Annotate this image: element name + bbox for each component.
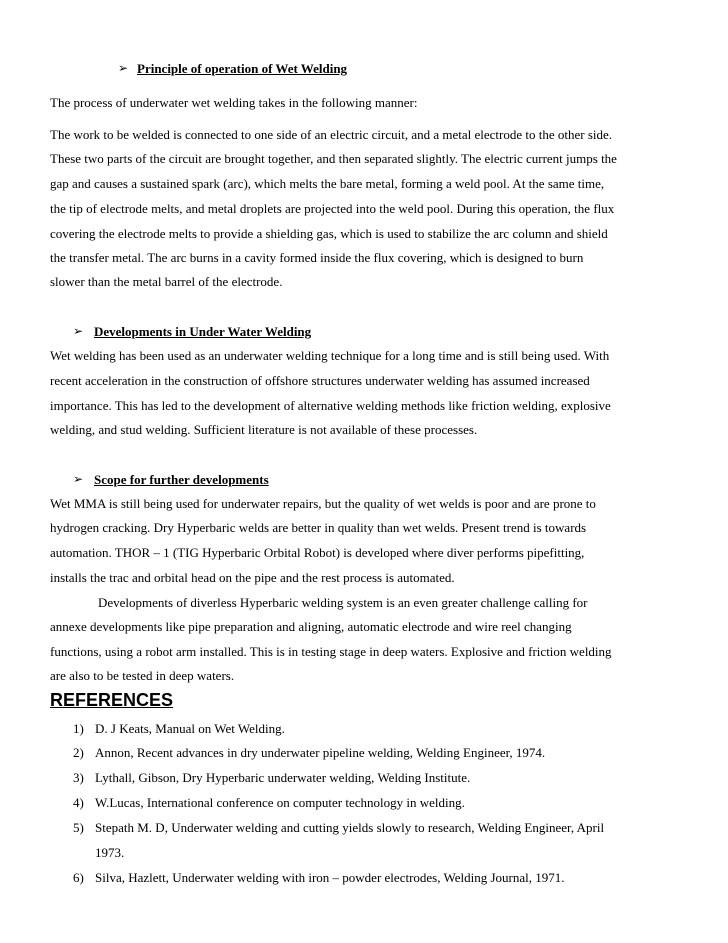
list-item-text: W.Lucas, International conference on computer technology in welding. xyxy=(95,795,465,810)
paragraph-line: Developments of diverless Hyperbaric welding system is an even greater challenge calling for xyxy=(98,595,588,610)
list-item xyxy=(0,820,728,838)
list-item xyxy=(0,795,728,813)
paragraph-line: are also to be tested in deep waters. xyxy=(50,668,235,683)
paragraph-line: These two parts of the circuit are brought together, and then separated slightly. The electric current jumps the xyxy=(50,151,617,166)
list-item-text: Silva, Hazlett, Underwater welding with iron – powder electrodes, Welding Journal, 1971. xyxy=(95,870,565,885)
section-heading-principle: Principle of operation of Wet Welding xyxy=(137,61,348,76)
list-item-number: 5) xyxy=(73,820,84,835)
bullet-arrow-icon: ➢ xyxy=(73,324,84,338)
paragraph-line: Wet MMA is still being used for underwater repairs, but the quality of wet welds is poor and are prone to xyxy=(50,496,596,511)
paragraph-line: recent acceleration in the construction of offshore structures underwater welding has assumed increased xyxy=(50,373,590,388)
paragraph-line: welding, and stud welding. Sufficient literature is not available of these processes. xyxy=(50,422,478,437)
list-item-text: Annon, Recent advances in dry underwater pipeline welding, Welding Engineer, 1974. xyxy=(95,745,546,760)
list-item-number: 6) xyxy=(73,870,84,885)
bullet-arrow-icon: ➢ xyxy=(73,472,84,486)
paragraph-line: hydrogen cracking. Dry Hyperbaric welds are better in quality than wet welds. Present trend is towards xyxy=(50,520,587,535)
paragraph-line: the tip of electrode melts, and metal droplets are projected into the weld pool. During this operation, the flux xyxy=(50,201,615,216)
paragraph-line: the transfer metal. The arc burns in a cavity formed inside the flux covering, which is designed to burn xyxy=(50,250,584,265)
paragraph-line: annexe developments like pipe preparation and aligning, automatic electrode and wire reel changing xyxy=(50,619,572,634)
list-item-text: Stepath M. D, Underwater welding and cutting yields slowly to research, Welding Engineer, April xyxy=(95,820,605,835)
list-item-text: D. J Keats, Manual on Wet Welding. xyxy=(95,721,285,736)
list-item-text: 1973. xyxy=(95,845,125,860)
paragraph-line: Wet welding has been used as an underwater welding technique for a long time and is still being used. With xyxy=(50,348,610,363)
references-title: REFERENCES xyxy=(50,690,174,710)
section-heading-developments: Developments in Under Water Welding xyxy=(94,324,312,339)
list-item xyxy=(0,845,728,863)
list-item xyxy=(0,870,728,888)
paragraph-line: The process of underwater wet welding takes in the following manner: xyxy=(50,95,418,110)
paragraph-line: gap and causes a sustained spark (arc), which melts the bare metal, forming a weld pool. At the same time, xyxy=(50,176,605,191)
list-item-number: 4) xyxy=(73,795,84,810)
bullet-arrow-icon: ➢ xyxy=(118,61,129,75)
list-item xyxy=(0,721,728,739)
list-item-number: 1) xyxy=(73,721,84,736)
list-item-number: 2) xyxy=(73,745,84,760)
paragraph-line: importance. This has led to the development of alternative welding methods like friction welding, explosive xyxy=(50,398,611,413)
paragraph-line: slower than the metal barrel of the electrode. xyxy=(50,274,283,289)
paragraph-line: covering the electrode melts to provide a shielding gas, which is used to stabilize the arc column and shield xyxy=(50,226,608,241)
list-item-number: 3) xyxy=(73,770,84,785)
list-item-text: Lythall, Gibson, Dry Hyperbaric underwater welding, Welding Institute. xyxy=(95,770,471,785)
paragraph-line: The work to be welded is connected to one side of an electric circuit, and a metal electrode to the other side. xyxy=(50,127,613,142)
list-item xyxy=(0,745,728,763)
list-item xyxy=(0,770,728,788)
paragraph-line: installs the trac and orbital head on the pipe and the rest process is automated. xyxy=(50,570,455,585)
paragraph-line: automation. THOR – 1 (TIG Hyperbaric Orbital Robot) is developed where diver performs pipefitting, xyxy=(50,545,585,560)
paragraph-line: functions, using a robot arm installed. This is in testing stage in deep waters. Explosive and friction welding xyxy=(50,644,612,659)
section-heading-scope: Scope for further developments xyxy=(94,472,269,487)
